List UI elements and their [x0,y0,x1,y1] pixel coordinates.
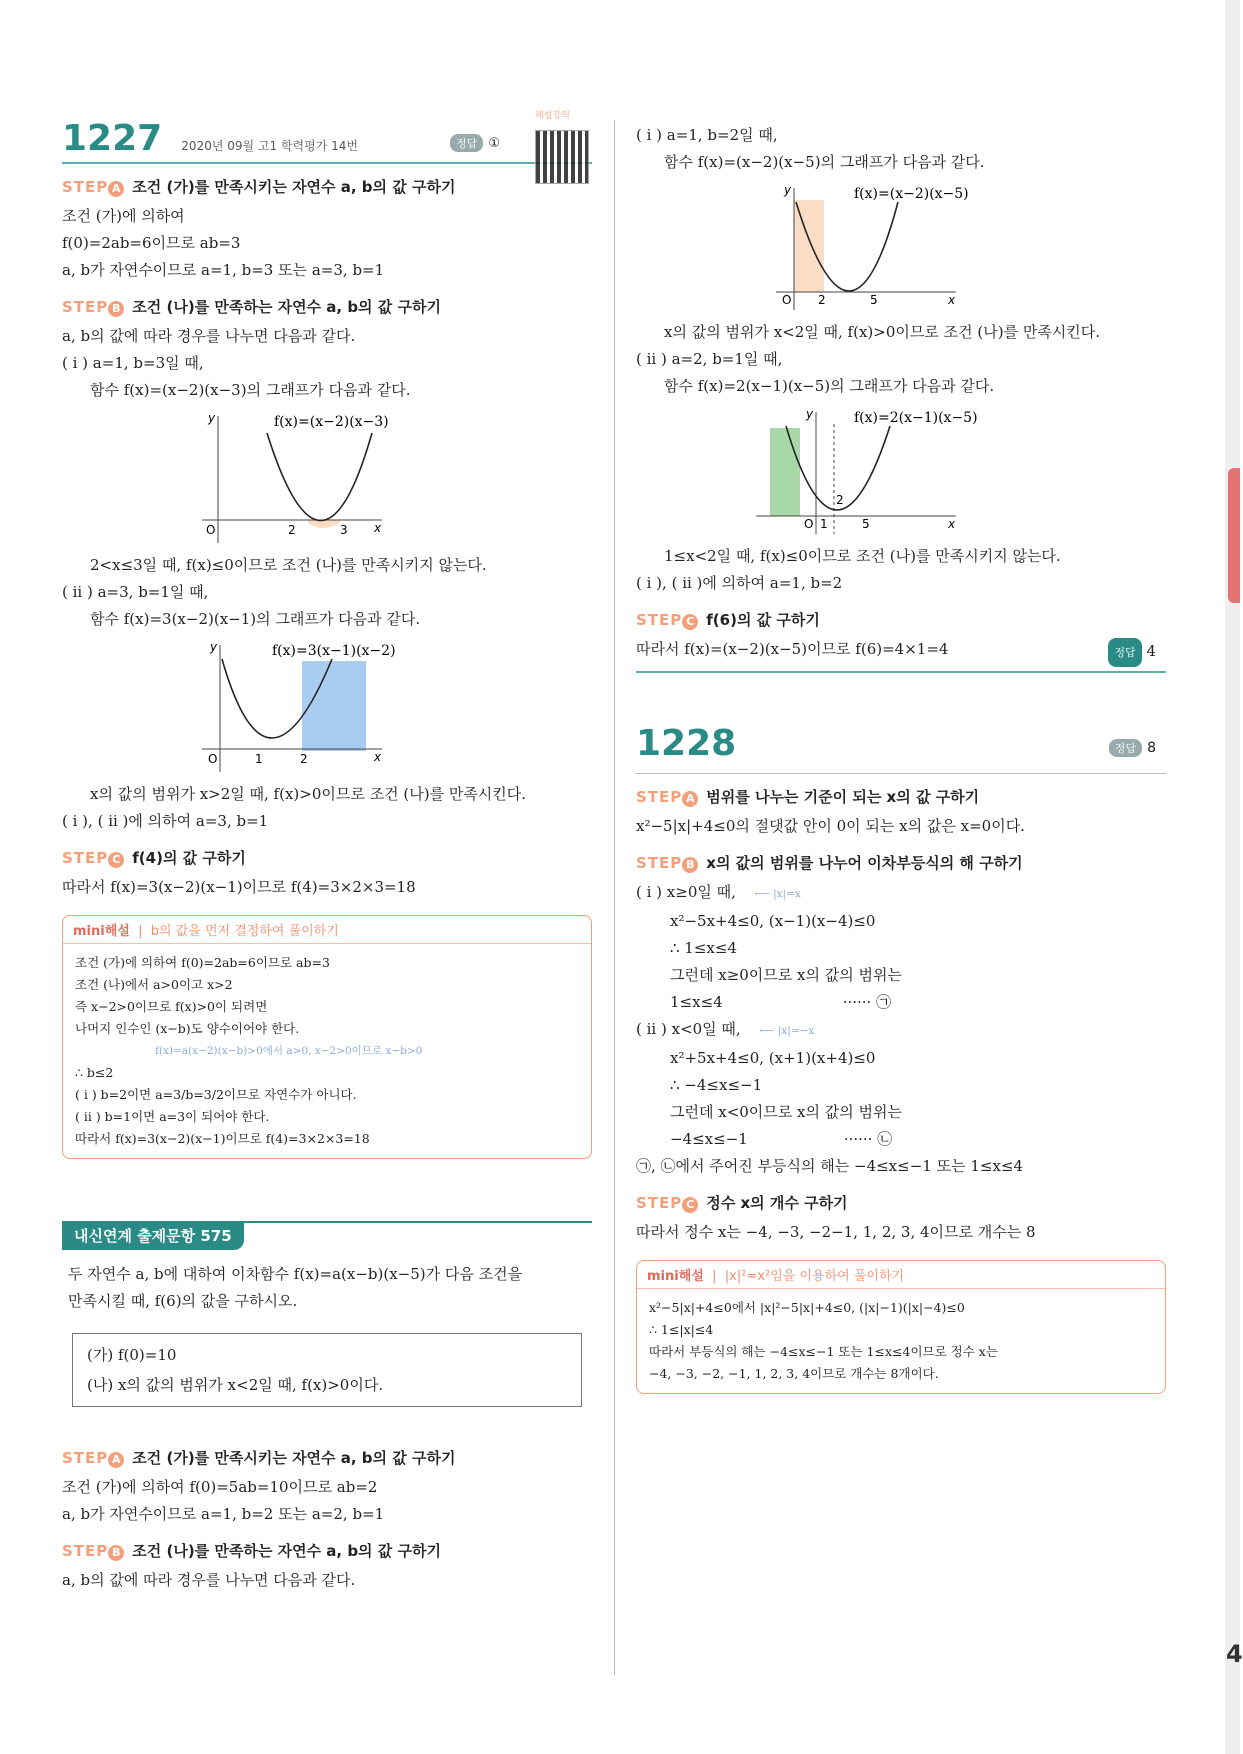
text-line: ㉠, ㉡에서 주어진 부등식의 해는 −4≤x≤−1 또는 1≤x≤4 [636,1157,1024,1175]
y-label: y [210,640,218,654]
section-rule [636,671,1166,673]
text-line: ∴ 1≤x≤4 [670,939,737,957]
text-line: 따라서 정수 x는 −4, −3, −2−1, 1, 2, 3, 4이므로 개수는 8 [636,1223,1036,1241]
x-label: x [948,293,956,307]
text-line: 그런데 x<0이므로 x의 값의 범위는 [670,1103,902,1121]
page-number: 4 [1226,1640,1243,1668]
step-c-heading: STEP C f(6)의 값 구하기 [636,611,820,629]
origin-label: O [804,517,814,531]
naesin-header [62,1221,592,1249]
step-a-heading: STEP A 조건 (가)를 만족시키는 자연수 a, b의 값 구하기 [62,1449,456,1467]
step-b-heading: STEP B 조건 (나)를 만족하는 자연수 a, b의 값 구하기 [62,1542,441,1560]
question-line: 만족시킬 때, f(6)의 값을 구하시오. [68,1292,298,1310]
text-line: x²+5x+4≤0, (x+1)(x+4)≤0 [670,1049,876,1067]
text-line: 2<x≤3일 때, f(x)≤0이므로 조건 (나)를 만족시키지 않는다. [90,556,487,574]
y-label: y [806,407,814,421]
question-line: 두 자연수 a, b에 대하여 이차함수 f(x)=a(x−b)(x−5)가 다음 조건을 [68,1265,523,1283]
text-line: a, b의 값에 따라 경우를 나누면 다음과 같다. [62,1571,356,1589]
step-a-heading: STEP A 조건 (가)를 만족시키는 자연수 a, b의 값 구하기 [62,178,456,196]
tick-2: 2 [818,293,826,307]
text-line: ( i ) a=1, b=2일 때, [636,126,778,144]
graph-label: f(x)=(x−2)(x−5) [854,186,969,202]
text-line: 함수 f(x)=(x−2)(x−3)의 그래프가 다음과 같다. [90,381,411,399]
tick-2: 2 [836,493,844,507]
text-line: x의 값의 범위가 x<2일 때, f(x)>0이므로 조건 (나)를 만족시킨다. [664,323,1101,341]
text-line: a, b가 자연수이므로 a=1, b=2 또는 a=2, b=1 [62,1505,385,1523]
text-line: 조건 (가)에 의하여 f(0)=5ab=10이므로 ab=2 [62,1478,378,1496]
text-line: f(0)=2ab=6이므로 ab=3 [62,234,241,252]
tick-5: 5 [862,517,870,531]
text-line: 1≤x≤4 ······ ㉠ [670,993,892,1011]
text-line: ( ii ) a=3, b=1일 때, [62,583,209,601]
answer-value: ① [488,136,501,151]
graph-3 [636,180,1166,315]
graph-2 [62,637,592,777]
shaded-region [302,661,366,751]
text-line: ( ii ) x<0일 때, ⟵ |x|=−x [636,1020,815,1038]
y-label: y [784,183,792,197]
problem-source: 2020년 09월 고1 학력평가 14번 [181,139,359,153]
mini-note: f(x)=a(x−2)(x−b)>0에서 a>0, x−2>0이므로 x−b>0 [155,1045,423,1057]
answer-badge: 정답 [450,134,483,152]
tick-5: 5 [870,293,878,307]
x-label: x [948,517,956,531]
shaded-region [308,520,340,528]
graph-1 [62,408,592,548]
answer-badge: 정답 [1109,739,1142,757]
text-line: 따라서 f(x)=3(x−2)(x−1)이므로 f(4)=3×2×3=18 [62,878,416,896]
text-line: 1≤x<2일 때, f(x)≤0이므로 조건 (나)를 만족시키지 않는다. [664,547,1061,565]
answer-badge: 정답 [1108,638,1141,667]
y-label: y [208,411,216,425]
text-line: ( i ) a=1, b=3일 때, [62,354,204,372]
graph-label: f(x)=2(x−1)(x−5) [854,410,978,426]
qr-code-icon[interactable] [535,130,589,184]
origin-label: O [782,293,792,307]
mini-body: 조건 (가)에 의하여 f(0)=2ab=6이므로 ab=3 조건 (나)에서 a>0이고 x>2 즉 x−2>0이므로 f(x)>0이 되려면 나머지 인수인 (x−b)도 양수이어야 한다. f(x)=a(x−2)(x−b)>0에서 a>0, x−2>0이므로 x−b>0 ∴ b≤2 ( i ) b=2이면 a=3/b=3/2이므로 자연수가 아니다. ( ii ) b=1이면 a=3이 되어야 한다. 따라서 f(x)=3(x−2)(x−1)이므로 f(4)=3×2×3=18 [63,944,591,1158]
graph-label: f(x)=(x−2)(x−3) [274,414,389,430]
column-divider [614,120,615,1675]
chapter-tab [1228,468,1240,603]
shaded-region [794,200,824,292]
text-line: x²−5|x|+4≤0의 절댓값 안이 0이 되는 x의 값은 x=0이다. [636,817,1025,835]
text-line: 함수 f(x)=(x−2)(x−5)의 그래프가 다음과 같다. [664,153,985,171]
problem-1228-header [636,723,1166,767]
text-line: ( i ), ( ii )에 의하여 a=1, b=2 [636,574,843,592]
page-edge [1225,0,1240,1754]
answer-value: 8 [1147,740,1156,756]
condition-2: (나) x의 값의 범위가 x<2일 때, f(x)>0이다. [87,1376,384,1394]
text-line: 조건 (가)에 의하여 [62,207,185,225]
mini-explanation-box [636,1260,1166,1394]
text-line: ( ii ) a=2, b=1일 때, [636,350,783,368]
problem-number: 1228 [636,723,737,764]
text-line: a, b가 자연수이므로 a=1, b=3 또는 a=3, b=1 [62,261,385,279]
text-line: −4≤x≤−1 ······ ㉡ [670,1130,893,1148]
condition-box [72,1333,582,1407]
x-label: x [374,521,382,535]
text-line: a, b의 값에 따라 경우를 나누면 다음과 같다. [62,327,356,345]
mini-explanation-box [62,915,592,1159]
step-a-heading: STEP A 범위를 나누는 기준이 되는 x의 값 구하기 [636,788,980,806]
header-rule [636,773,1166,774]
mini-body: x²−5|x|+4≤0에서 |x|²−5|x|+4≤0, (|x|−1)(|x|−4)≤0 ∴ 1≤|x|≤4 따라서 부등식의 해는 −4≤x≤−1 또는 1≤x≤4이므로 정수 x는 −4, −3, −2, −1, 1, 2, 3, 4이므로 개수는 8개이다. [649,1300,998,1381]
text-line: 따라서 f(x)=(x−2)(x−5)이므로 f(6)=4×1=4 정답 4 [636,636,1166,663]
right-column [636,0,1166,1394]
step-b-heading: STEP B 조건 (나)를 만족하는 자연수 a, b의 값 구하기 [62,298,441,316]
origin-label: O [206,523,216,537]
condition-1: (가) f(0)=10 [87,1346,177,1364]
text-line: ∴ −4≤x≤−1 [670,1076,763,1094]
header-rule [62,162,592,164]
text-line: 그런데 x≥0이므로 x의 값의 범위는 [670,966,902,984]
step-c-heading: STEP C f(4)의 값 구하기 [62,849,246,867]
text-line: x의 값의 범위가 x>2일 때, f(x)>0이므로 조건 (나)를 만족시킨다. [90,785,527,803]
problem-1227-header [62,111,592,159]
x-label: x [374,750,382,764]
tick-3: 3 [340,523,348,537]
answer-value: 4 [1146,642,1156,660]
left-column [62,0,592,1594]
text-line: ( i ) x≥0일 때, ⟵ |x|=x [636,883,801,901]
tick-2: 2 [288,523,296,537]
graph-4 [636,404,1166,539]
qr-caption: 해설강의 [535,111,570,121]
answer-area [450,132,500,152]
tick-2: 2 [300,752,308,766]
shaded-region [770,428,800,516]
text-line: 함수 f(x)=3(x−2)(x−1)의 그래프가 다음과 같다. [90,610,421,628]
text-line: x²−5x+4≤0, (x−1)(x−4)≤0 [670,912,876,930]
problem-number: 1227 [62,118,163,159]
text-line: 함수 f(x)=2(x−1)(x−5)의 그래프가 다음과 같다. [664,377,995,395]
naesin-label: 내신연계 출제문항 575 [62,1221,244,1250]
mini-header: mini해설 | |x|²=x²임을 이용하여 풀이하기 [637,1261,1165,1289]
text-line: ( i ), ( ii )에 의하여 a=3, b=1 [62,812,269,830]
step-c-heading: STEP C 정수 x의 개수 구하기 [636,1194,848,1212]
origin-label: O [208,752,218,766]
step-b-heading: STEP B x의 값의 범위를 나누어 이차부등식의 해 구하기 [636,854,1023,872]
graph-label: f(x)=3(x−1)(x−2) [272,643,396,659]
tick-1: 1 [255,752,263,766]
mini-header: mini해설 | b의 값을 먼저 결정하여 풀이하기 [63,916,591,944]
tick-1: 1 [820,517,828,531]
parabola [267,433,372,521]
